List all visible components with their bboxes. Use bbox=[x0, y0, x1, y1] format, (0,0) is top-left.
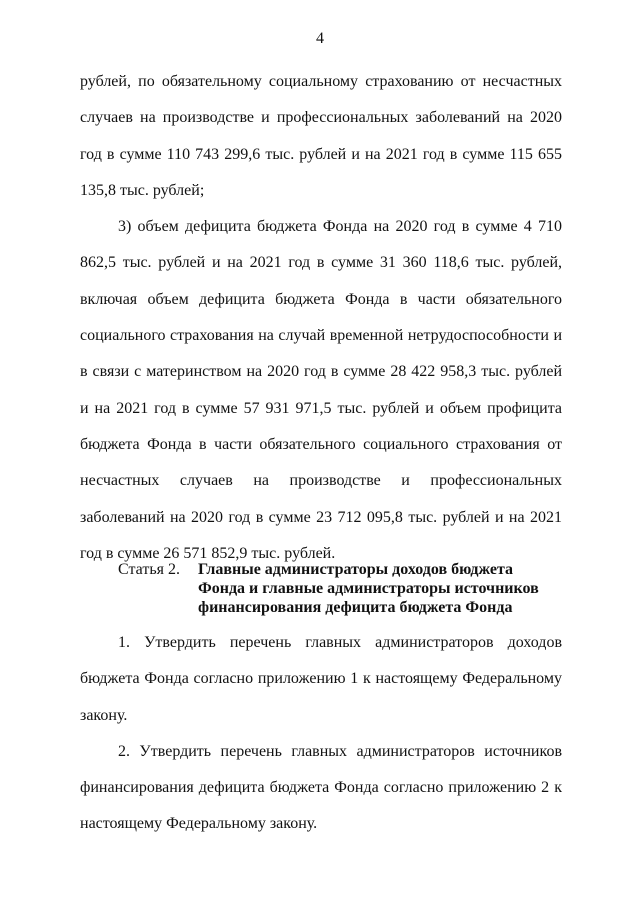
article-title: Главные администраторы доходов бюджета Фонда и главные администраторы источников финансирования дефицита бюджета Фонда bbox=[198, 561, 539, 616]
page-number: 4 bbox=[316, 30, 324, 47]
paragraph-income-administrators: 1. Утвердить перечень главных администраторов доходов бюджета Фонда согласно приложению 1 к настоящему Федеральному закону. bbox=[80, 634, 562, 724]
budget-paragraphs bbox=[80, 64, 562, 572]
paragraph-deficit: 3) объем дефицита бюджета Фонда на 2020 год в сумме 4 710 862,5 тыс. рублей и на 2021 год в сумме 31 360 118,6 тыс. рублей, включая объем дефицита бюджета Фонда в части обязательного социального страхования на случай временной нетрудоспособности и в связи с материнством на 2020 год в сумме 28 422 958,3 тыс. рублей и на 2021 год в сумме 57 931 971,5 тыс. рублей и объем профицита бюджета Фонда в части обязательного социального страхования от несчастных случаев на производстве и профессиональных заболеваний на 2020 год в сумме 23 712 095,8 тыс. рублей и на 2021 год в сумме 26 571 852,9 тыс. рублей. bbox=[80, 218, 562, 562]
article-paragraphs bbox=[80, 625, 562, 843]
article-label: Статья 2. bbox=[118, 561, 180, 578]
paragraph-insurance-income: рублей, по обязательному социальному страхованию от несчастных случаев на производстве и профессиональных заболеваний на 2020 год в сумме 110 743 299,6 тыс. рублей и на 2021 год в сумме 115 655 135,8 тыс. рублей; bbox=[80, 73, 562, 199]
article-heading bbox=[80, 560, 562, 617]
paragraph-source-administrators: 2. Утвердить перечень главных администраторов источников финансирования дефицита бюджета Фонда согласно приложению 2 к настоящему Федеральному закону. bbox=[80, 742, 562, 833]
